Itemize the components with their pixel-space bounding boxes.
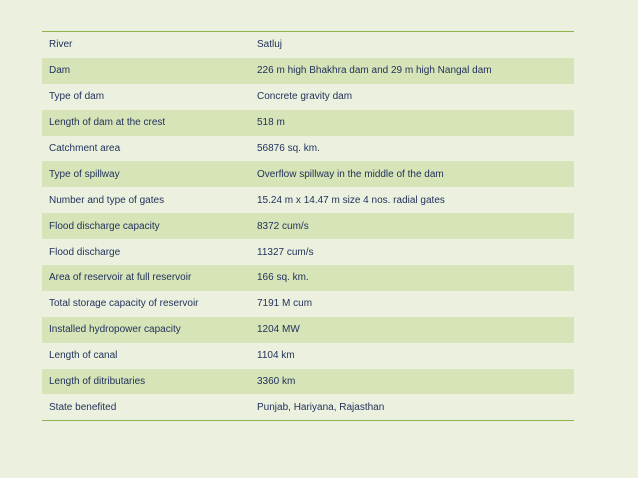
table-row — [42, 343, 574, 369]
row-value: 518 m — [257, 117, 285, 129]
table-row — [42, 265, 574, 291]
row-label: River — [49, 39, 73, 51]
table-row — [42, 187, 574, 213]
dam-info-table — [42, 31, 574, 421]
row-label: Area of reservoir at full reservoir — [49, 272, 192, 284]
table-row — [42, 291, 574, 317]
table-row — [42, 369, 574, 395]
row-value: 1104 km — [257, 350, 295, 362]
row-value: Overflow spillway in the middle of the dam — [257, 168, 444, 180]
row-value: Concrete gravity dam — [257, 91, 353, 103]
row-label: Dam — [49, 65, 71, 77]
table-row — [42, 161, 574, 187]
row-label: Flood discharge — [49, 246, 121, 258]
row-value: Punjab, Hariyana, Rajasthan — [257, 401, 385, 413]
table-row — [42, 84, 574, 110]
row-label: Flood discharge capacity — [49, 220, 160, 232]
table-row — [42, 317, 574, 343]
table-row — [42, 58, 574, 84]
row-value: 3360 km — [257, 376, 296, 388]
row-value: Satluj — [257, 39, 283, 51]
row-label: Catchment area — [49, 143, 121, 154]
row-label: Total storage capacity of reservoir — [49, 298, 199, 310]
row-label: Length of dam at the crest — [49, 117, 166, 129]
row-label: Length of canal — [49, 350, 118, 362]
row-value: 166 sq. km. — [257, 272, 309, 284]
table-row — [42, 239, 574, 265]
row-value: 1204 MW — [257, 324, 300, 336]
row-value: 226 m high Bhakhra dam and 29 m high Nangal dam — [257, 65, 492, 77]
row-value: 8372 cum/s — [257, 220, 309, 232]
table-row — [42, 32, 574, 58]
table-row — [42, 110, 574, 136]
table-row — [42, 136, 574, 162]
row-value: 7191 M cum — [257, 298, 313, 310]
row-value: 11327 cum/s — [257, 246, 314, 258]
row-value: 15.24 m x 14.47 m size 4 nos. radial gates — [257, 194, 445, 206]
row-value: 56876 sq. km. — [257, 143, 320, 154]
row-label: State benefited — [49, 401, 117, 413]
row-label: Length of ditributaries — [49, 376, 146, 388]
table-row — [42, 213, 574, 239]
row-label: Number and type of gates — [49, 194, 165, 206]
row-label: Type of dam — [49, 91, 105, 103]
row-label: Type of spillway — [49, 168, 120, 180]
table-row — [42, 394, 574, 420]
row-label: Installed hydropower capacity — [49, 324, 181, 336]
